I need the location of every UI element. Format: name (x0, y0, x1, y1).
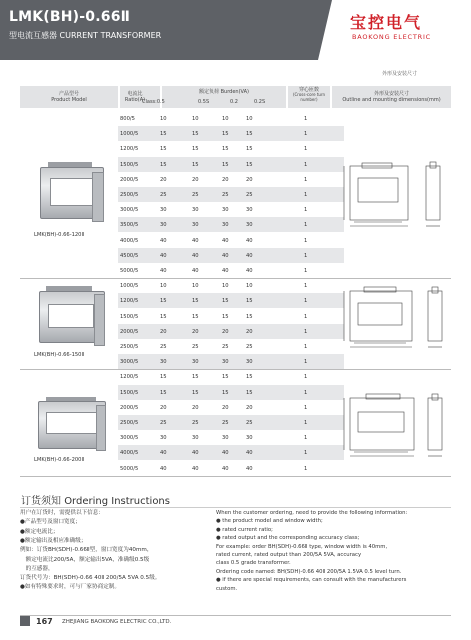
turns-cell: 1 (304, 404, 308, 411)
ratio-cell: 3500/5 (120, 222, 139, 229)
burden-05s-cell: 20 (192, 404, 199, 411)
turns-cell: 1 (304, 374, 308, 381)
burden-05-cell: 20 (160, 404, 167, 411)
burden-05s-cell: 20 (192, 176, 199, 183)
turns-cell: 1 (304, 435, 308, 442)
model-label-200: LMK(BH)-0.66-200Ⅱ (34, 457, 85, 463)
turns-cell: 1 (304, 131, 308, 138)
burden-02-cell: 15 (222, 131, 229, 138)
burden-05s-cell: 40 (192, 268, 199, 274)
ordering-cn-line: 额定电流比200/5A，额定输出5VA，准确级0.5级 (20, 556, 150, 563)
burden-02s-cell: 40 (246, 268, 253, 274)
burden-02s-cell: 15 (246, 389, 253, 396)
burden-02-cell: 25 (222, 420, 229, 426)
burden-02s-cell: 10 (246, 283, 253, 290)
burden-02-cell: 40 (222, 450, 229, 457)
turns-cell: 1 (304, 420, 308, 426)
ordering-title (21, 492, 170, 507)
product-image-150 (36, 284, 108, 352)
burden-05s-cell: 10 (192, 116, 199, 122)
burden-05-cell: 25 (160, 192, 167, 198)
burden-05s-cell: 15 (192, 298, 199, 305)
burden-05-cell: 40 (160, 465, 167, 472)
ordering-en-line: When the customer ordering, need to provide the following information: (216, 510, 408, 516)
burden-02-cell: 30 (222, 222, 229, 229)
ordering-cn-line: ●额定电流比； (20, 528, 59, 535)
burden-05-cell: 10 (160, 283, 167, 290)
ordering-en-line: Ordering code named: BH(SDH)-0.66 40Ⅱ 200/5A 1.5VA 0.5 level turn. (216, 568, 402, 575)
ratio-cell: 3000/5 (120, 359, 139, 366)
page-subtitle: 型电流互感器 CURRENT TRANSFORMER (9, 31, 162, 40)
turns-cell: 1 (304, 283, 308, 290)
brand-logo-cn: 宝控电气 (350, 13, 423, 32)
header-burden: 额定负荷 Burden(VA) (199, 89, 249, 95)
burden-05-cell: 40 (160, 450, 167, 457)
burden-05s-cell: 40 (192, 252, 199, 259)
burden-02-cell: 20 (222, 404, 229, 411)
burden-02s-cell: 40 (246, 465, 253, 472)
burden-05-cell: 40 (160, 268, 167, 274)
burden-02s-cell: 15 (246, 298, 253, 305)
header-turns-en: (Cross-core turn number) (292, 92, 326, 102)
ratio-cell: 1200/5 (120, 374, 139, 381)
burden-02s-cell: 40 (246, 252, 253, 259)
burden-02s-cell: 15 (246, 131, 253, 138)
ratio-cell: 2000/5 (120, 404, 139, 411)
ordering-en-line: ● rated current ratio; (216, 526, 273, 533)
burden-05-cell: 20 (160, 328, 167, 335)
table-row (118, 324, 344, 339)
turns-cell: 1 (304, 207, 308, 214)
burden-05s-cell: 40 (192, 450, 199, 457)
burden-02-cell: 10 (222, 116, 229, 122)
turns-cell: 1 (304, 344, 308, 350)
burden-02-cell: 10 (222, 283, 229, 290)
burden-05-cell: 10 (160, 116, 167, 122)
burden-05-cell: 15 (160, 389, 167, 396)
header-cell-product (20, 86, 118, 108)
dimension-drawing-150 (340, 285, 450, 351)
burden-02-cell: 30 (222, 207, 229, 214)
table-row (118, 111, 344, 126)
burden-02s-cell: 25 (246, 344, 253, 350)
burden-02-cell: 40 (222, 237, 229, 244)
burden-02s-cell: 30 (246, 207, 253, 214)
ordering-divider (20, 507, 451, 508)
burden-05-cell: 30 (160, 435, 167, 442)
ratio-cell: 4000/5 (120, 237, 139, 244)
burden-02s-cell: 15 (246, 161, 253, 168)
turns-cell: 1 (304, 237, 308, 244)
burden-05-cell: 30 (160, 359, 167, 366)
burden-02s-cell: 15 (246, 374, 253, 381)
burden-05s-cell: 25 (192, 344, 199, 350)
burden-05s-cell: 30 (192, 207, 199, 214)
burden-05s-cell: 40 (192, 465, 199, 472)
burden-02s-cell: 25 (246, 420, 253, 426)
burden-02s-cell: 20 (246, 176, 253, 183)
table-row (118, 430, 344, 445)
footer-divider (20, 615, 451, 616)
ratio-cell: 1200/5 (120, 146, 139, 153)
burden-05s-cell: 30 (192, 435, 199, 442)
burden-05-cell: 15 (160, 131, 167, 138)
burden-05s-cell: 15 (192, 146, 199, 153)
header-ratio-cn: 电流比 (127, 91, 143, 97)
burden-02-cell: 40 (222, 268, 229, 274)
table-row (118, 385, 344, 400)
burden-02-cell: 25 (222, 192, 229, 198)
burden-05-cell: 15 (160, 161, 167, 168)
table-row (118, 202, 344, 217)
burden-05-cell: 15 (160, 298, 167, 305)
burden-05s-cell: 30 (192, 222, 199, 229)
burden-05s-cell: 20 (192, 328, 199, 335)
burden-05-cell: 15 (160, 374, 167, 381)
table-row (118, 157, 344, 172)
burden-02s-cell: 25 (246, 192, 253, 198)
table-row (118, 263, 344, 278)
burden-05-cell: 40 (160, 252, 167, 259)
burden-02-cell: 15 (222, 161, 229, 168)
burden-02s-cell: 20 (246, 328, 253, 335)
header-class-02: 0.2 (230, 99, 238, 105)
header-cell-dimensions (332, 86, 451, 108)
ratio-cell: 4500/5 (120, 252, 139, 259)
ordering-en-line: class 0.5 grade transformer. (216, 560, 291, 567)
table-row (118, 248, 344, 263)
table-row (118, 354, 344, 369)
burden-05-cell: 15 (160, 146, 167, 153)
ordering-cn-line: ●如有特殊要求时，可与厂家协商定制。 (20, 584, 120, 591)
table-row (118, 293, 344, 308)
turns-cell: 1 (304, 450, 308, 457)
header-cell-turns (288, 86, 330, 108)
header-cell-burden (142, 86, 286, 108)
burden-02s-cell: 15 (246, 313, 253, 320)
product-image-200 (36, 395, 108, 457)
burden-05s-cell: 30 (192, 359, 199, 366)
header-dims-en: Outline and mounting dimensions(mm) (342, 97, 441, 103)
burden-02s-cell: 40 (246, 450, 253, 457)
turns-cell: 1 (304, 176, 308, 183)
ratio-cell: 2500/5 (120, 420, 139, 426)
header-product-en: Product Model (51, 97, 87, 103)
table-row (118, 172, 344, 187)
burden-02-cell: 40 (222, 465, 229, 472)
ratio-cell: 1200/5 (120, 298, 139, 305)
burden-02s-cell: 40 (246, 237, 253, 244)
turns-cell: 1 (304, 161, 308, 168)
turns-cell: 1 (304, 222, 308, 229)
header-ratio-en: Ratio(A) (124, 97, 146, 103)
burden-05-cell: 30 (160, 207, 167, 214)
burden-02s-cell: 30 (246, 222, 253, 229)
ratio-cell: 1500/5 (120, 389, 139, 396)
burden-02-cell: 25 (222, 344, 229, 350)
ordering-en-line: rated current, rated output than 200/5A 5VA, accuracy (216, 552, 362, 558)
burden-02-cell: 15 (222, 389, 229, 396)
ordering-cn-line: 例如：订货BH(SDH)-0.66Ⅱ型，窗口宽度为40mm， (20, 547, 153, 554)
burden-02-cell: 20 (222, 328, 229, 335)
ratio-cell: 5000/5 (120, 268, 139, 274)
table-row (118, 339, 344, 354)
footer-tab (20, 616, 30, 626)
page-number: 167 (36, 617, 53, 626)
burden-02s-cell: 20 (246, 404, 253, 411)
burden-05-cell: 40 (160, 237, 167, 244)
burden-02-cell: 40 (222, 252, 229, 259)
table-row (118, 369, 344, 384)
table-row (118, 415, 344, 430)
header-dims-cn: 外形及安装尺寸 (373, 91, 409, 97)
burden-05s-cell: 10 (192, 283, 199, 290)
ordering-cn-line: 订货代号为：BH(SDH)-0.66 40Ⅱ 200/5A 5VA 0.5级。 (20, 575, 161, 582)
burden-02-cell: 15 (222, 374, 229, 381)
burden-02s-cell: 10 (246, 116, 253, 122)
burden-02-cell: 15 (222, 313, 229, 320)
turns-cell: 1 (304, 313, 308, 320)
model-label-120: LMK(BH)-0.66-120Ⅱ (34, 232, 85, 238)
turns-cell: 1 (304, 192, 308, 198)
company-name: ZHEJIANG BAOKONG ELECTRIC CO.,LTD. (62, 619, 172, 625)
ordering-cn-line: ●产品型号及窗口宽度； (20, 519, 81, 526)
table-row (118, 278, 344, 293)
burden-05-cell: 20 (160, 176, 167, 183)
ratio-cell: 2000/5 (120, 328, 139, 335)
burden-02s-cell: 15 (246, 146, 253, 153)
ordering-en-line: For example: order BH(SDH)-0.66Ⅱ type, window width is 40mm, (216, 543, 388, 550)
burden-05s-cell: 25 (192, 192, 199, 198)
brand-logo-en: BAOKONG ELECTRIC (352, 33, 432, 41)
ordering-cn-line: 用户在订货时，需提供以下信息： (20, 510, 104, 516)
ratio-cell: 800/5 (120, 116, 135, 122)
turns-cell: 1 (304, 389, 308, 396)
burden-05-cell: 25 (160, 344, 167, 350)
table-row (118, 309, 344, 324)
burden-05s-cell: 25 (192, 420, 199, 426)
ratio-cell: 1000/5 (120, 283, 139, 290)
ordering-en-line: custom. (216, 585, 238, 592)
ratio-cell: 1500/5 (120, 161, 139, 168)
turns-cell: 1 (304, 328, 308, 335)
dimensions-note: 外形及安装尺寸 (382, 71, 418, 77)
turns-cell: 1 (304, 252, 308, 259)
header-product-cn: 产品型号 (58, 91, 79, 97)
burden-05s-cell: 15 (192, 389, 199, 396)
ratio-cell: 4000/5 (120, 450, 139, 457)
burden-05s-cell: 15 (192, 131, 199, 138)
header-turns-cn: 穿心匝数 (298, 87, 319, 93)
burden-02-cell: 20 (222, 176, 229, 183)
group-divider (20, 476, 451, 477)
header-class-05: Class:0.5 (142, 99, 165, 105)
ordering-title-cn: 订货须知 (21, 496, 61, 507)
burden-02-cell: 30 (222, 435, 229, 442)
ratio-cell: 1500/5 (120, 313, 139, 320)
table-row (118, 445, 344, 460)
ordering-cn-line: 的互感器， (20, 565, 54, 572)
header-class-05s: 0.5S (198, 99, 210, 105)
table-row (118, 233, 344, 248)
burden-05-cell: 25 (160, 420, 167, 426)
ordering-title-en: Ordering Instructions (64, 496, 170, 507)
table-row (118, 141, 344, 156)
ordering-en-line: ● if there are special requirements, can consult with the manufacturers (216, 577, 407, 584)
burden-05s-cell: 15 (192, 374, 199, 381)
dimension-drawing-120 (340, 160, 450, 232)
ordering-cn-line: ●额定输出及相应准确级； (20, 537, 87, 544)
turns-cell: 1 (304, 359, 308, 366)
ratio-cell: 1000/5 (120, 131, 139, 138)
burden-02-cell: 30 (222, 359, 229, 366)
ratio-cell: 3000/5 (120, 207, 139, 214)
ratio-cell: 3000/5 (120, 435, 139, 442)
page-header (0, 0, 471, 60)
burden-05-cell: 30 (160, 222, 167, 229)
ordering-en-line: ● rated output and the corresponding accuracy class; (216, 535, 360, 542)
turns-cell: 1 (304, 268, 308, 274)
burden-05s-cell: 15 (192, 313, 199, 320)
page-title: LMK(BH)-0.66Ⅱ (9, 9, 131, 25)
table-row (118, 400, 344, 415)
burden-05s-cell: 40 (192, 237, 199, 244)
ratio-cell: 5000/5 (120, 465, 139, 472)
ratio-cell: 2500/5 (120, 344, 139, 350)
table-row (118, 187, 344, 202)
burden-02-cell: 15 (222, 146, 229, 153)
ratio-cell: 2500/5 (120, 192, 139, 198)
turns-cell: 1 (304, 116, 308, 122)
ratio-cell: 2000/5 (120, 176, 139, 183)
header-class-02s: 0.2S (254, 99, 266, 105)
turns-cell: 1 (304, 465, 308, 472)
dimension-drawing-200 (340, 392, 450, 460)
table-row (118, 126, 344, 141)
product-image-120 (36, 160, 108, 230)
table-row (118, 461, 344, 476)
burden-02-cell: 15 (222, 298, 229, 305)
turns-cell: 1 (304, 146, 308, 153)
burden-02s-cell: 30 (246, 435, 253, 442)
burden-05s-cell: 15 (192, 161, 199, 168)
table-row (118, 217, 344, 232)
model-label-150: LMK(BH)-0.66-150Ⅱ (34, 352, 85, 358)
burden-02s-cell: 30 (246, 359, 253, 366)
ordering-en-line: ● the product model and window width; (216, 518, 323, 525)
turns-cell: 1 (304, 298, 308, 305)
burden-05-cell: 15 (160, 313, 167, 320)
